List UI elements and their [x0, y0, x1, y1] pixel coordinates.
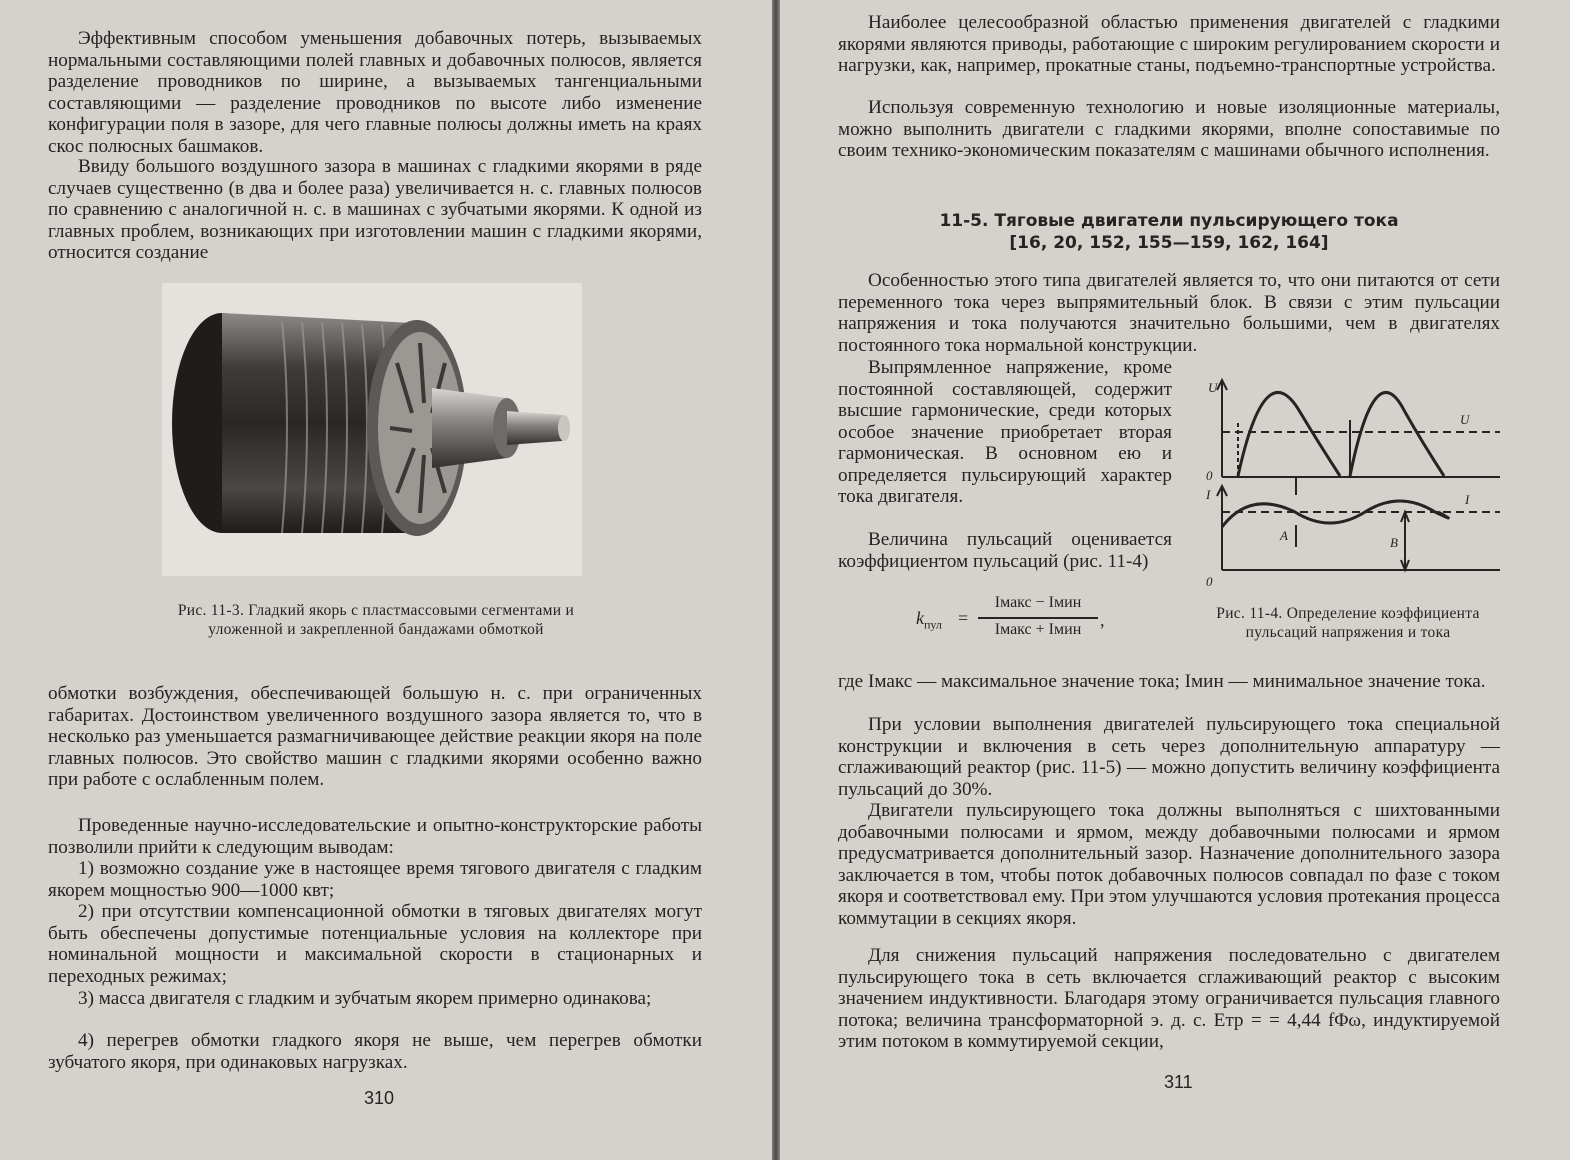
paragraph: Величина пульсаций оценивается коэффициентом пульсаций (рис. 11-4): [838, 529, 1172, 572]
pulsation-formula: [860, 594, 1120, 650]
list-item: 2) при отсутствии компенсационной обмотки в тяговых двигателях могут быть обеспечены допустимые потенциальные условия на коллекторе при номинальной мощности и максимальной скорости в стационарных и переходных режимах;: [48, 901, 702, 987]
figure-caption: Рис. 11-3. Гладкий якорь с пластмассовыми сегментами и уложенной и закрепленной бандажами обмоткой: [177, 602, 575, 638]
formula-lhs: $k_{пул}$: [916, 608, 942, 632]
paragraph: Для снижения пульсаций напряжения последовательно с двигателем пульсирующего тока в сеть включается сглаживающий реактор с высоким значением индуктивности. Благодаря этому ограничивается пульсация главного потока; величина трансформаторной э. д. с. Eтр = = 4,44 fΦω, индуктируемой этим потоком в коммутируемой секции,: [838, 945, 1500, 1052]
pulsation-diagram: [1200, 372, 1510, 596]
section-heading: [838, 210, 1500, 254]
voltage-current-waveforms: [1200, 372, 1510, 596]
paragraph: Двигатели пульсирующего тока должны выполняться с шихтованными добавочными полюсами и ярмом, между добавочными полюсами и ярмом предусматривается дополнительный зазор. Назначение дополнительного зазора заключается в том, чтобы поток добавочных полюсов совпадал по фазе с током якоря и соответствовал ему. При этом улучшаются условия протекания процесса коммутации в секциях якоря.: [838, 800, 1500, 929]
paragraph: Ввиду большого воздушного зазора в машинах с гладкими якорями в ряде случаев существенно (в два и более раза) увеличивается н. с. главных полюсов по сравнению с аналогичной н. с. в машинах с зубчатыми якорями. К одной из главных проблем, возникающих при изготовлении машин с гладкими якорями, относится создание: [48, 156, 702, 263]
paragraph: Проведенные научно-исследовательские и опытно-конструкторские работы позволили прийти к следующим выводам:: [48, 815, 702, 858]
armature-illustration: [162, 283, 582, 576]
paragraph: Используя современную технологию и новые изоляционные материалы, можно выполнить двигатели с гладкими якорями, вполне сопоставимые по своим технико-экономическим показателям с машинами обычного исполнения.: [838, 97, 1500, 161]
armature-photo: [162, 283, 582, 576]
section-heading-title: 11-5. Тяговые двигатели пульсирующего тока: [939, 211, 1399, 231]
voltage-halfwave: [1238, 392, 1340, 476]
page-number: 311: [1164, 1072, 1193, 1092]
paragraph: При условии выполнения двигателей пульсирующего тока специальной конструкции и включения в сеть через дополнительную аппаратуру — сглаживающий реактор (рис. 11-5) — можно допустить величину коэффициента пульсаций до 30%.: [838, 714, 1500, 800]
formula-numerator: Iмакс − Iмин: [994, 594, 1082, 611]
u-axis-label: U: [1208, 380, 1218, 395]
u-level-label: U: [1460, 412, 1470, 427]
list-item: 4) перегрев обмотки гладкого якоря не выше, чем перегрев обмотки зубчатого якоря, при одинаковых нагрузках.: [48, 1030, 702, 1073]
paragraph: Выпрямленное напряжение, кроме постоянной составляющей, содержит высшие гармонические, среди которых особое значение приобретает вторая гармоническая. В основном ею и определяется пульсирующий характер тока двигателя.: [838, 357, 1172, 507]
formula-comma: ,: [1100, 610, 1105, 630]
voltage-halfwave: [1350, 392, 1444, 476]
left-page: [0, 0, 772, 1160]
section-heading-refs: [16, 20, 152, 155—159, 162, 164]: [1009, 233, 1329, 253]
fraction-bar: [978, 617, 1098, 619]
list-item: 1) возможно создание уже в настоящее время тягового двигателя с гладким якорем мощностью 900—1000 квт;: [48, 858, 702, 901]
paragraph: Эффективным способом уменьшения добавочных потерь, вызываемых нормальными составляющими полей главных и добавочных полюсов, является разделение проводников по ширине, а вызываемых тангенциальными составляющими — разделение проводников по высоте либо изменение конфигурации поля в зазоре, для чего главные полюсы должны иметь на краях скос полюсных башмаков.: [48, 28, 702, 157]
list-item: 3) масса двигателя с гладким и зубчатым якорем примерно одинакова;: [78, 988, 652, 1009]
paragraph: Особенностью этого типа двигателей является то, что они питаются от сети переменного тока через выпрямительный блок. В связи с этим пульсации напряжения и тока получаются значительно большими, чем в двигателях постоянного тока нормальной конструкции.: [838, 270, 1500, 356]
paragraph: обмотки возбуждения, обеспечивающей большую н. с. при ограниченных габаритах. Достоинством увеличенного воздушного зазора является то, что в несколько раз уменьшается размагничивающее действие реакции якоря на поле главных полюсов. Это свойство машин с гладкими якорями особенно важно при работе с ослабленным полем.: [48, 683, 702, 790]
b-label: B: [1390, 535, 1398, 550]
current-wave: [1222, 501, 1448, 527]
i-level-label: I: [1465, 492, 1470, 507]
book-gutter: [772, 0, 780, 1160]
formula-denominator: Iмакс + Iмин: [994, 621, 1082, 638]
i-axis-label: I: [1206, 487, 1211, 502]
u-zero-label: 0: [1206, 468, 1213, 483]
formula-equals: =: [958, 608, 969, 628]
i-zero-label: 0: [1206, 574, 1213, 589]
paragraph: Наиболее целесообразной областью применения двигателей с гладкими якорями являются приводы, работающие с широким регулированием скорости и нагрузки, как, например, прокатные станы, подъемно-транспортные устройства.: [838, 12, 1500, 76]
paragraph: где Iмакс — максимальное значение тока; Iмин — минимальное значение тока.: [838, 671, 1486, 692]
figure-caption: Рис. 11-4. Определение коэффициента пульсаций напряжения и тока: [1216, 605, 1480, 641]
a-label: A: [1280, 528, 1288, 543]
page-number: 310: [364, 1088, 395, 1108]
